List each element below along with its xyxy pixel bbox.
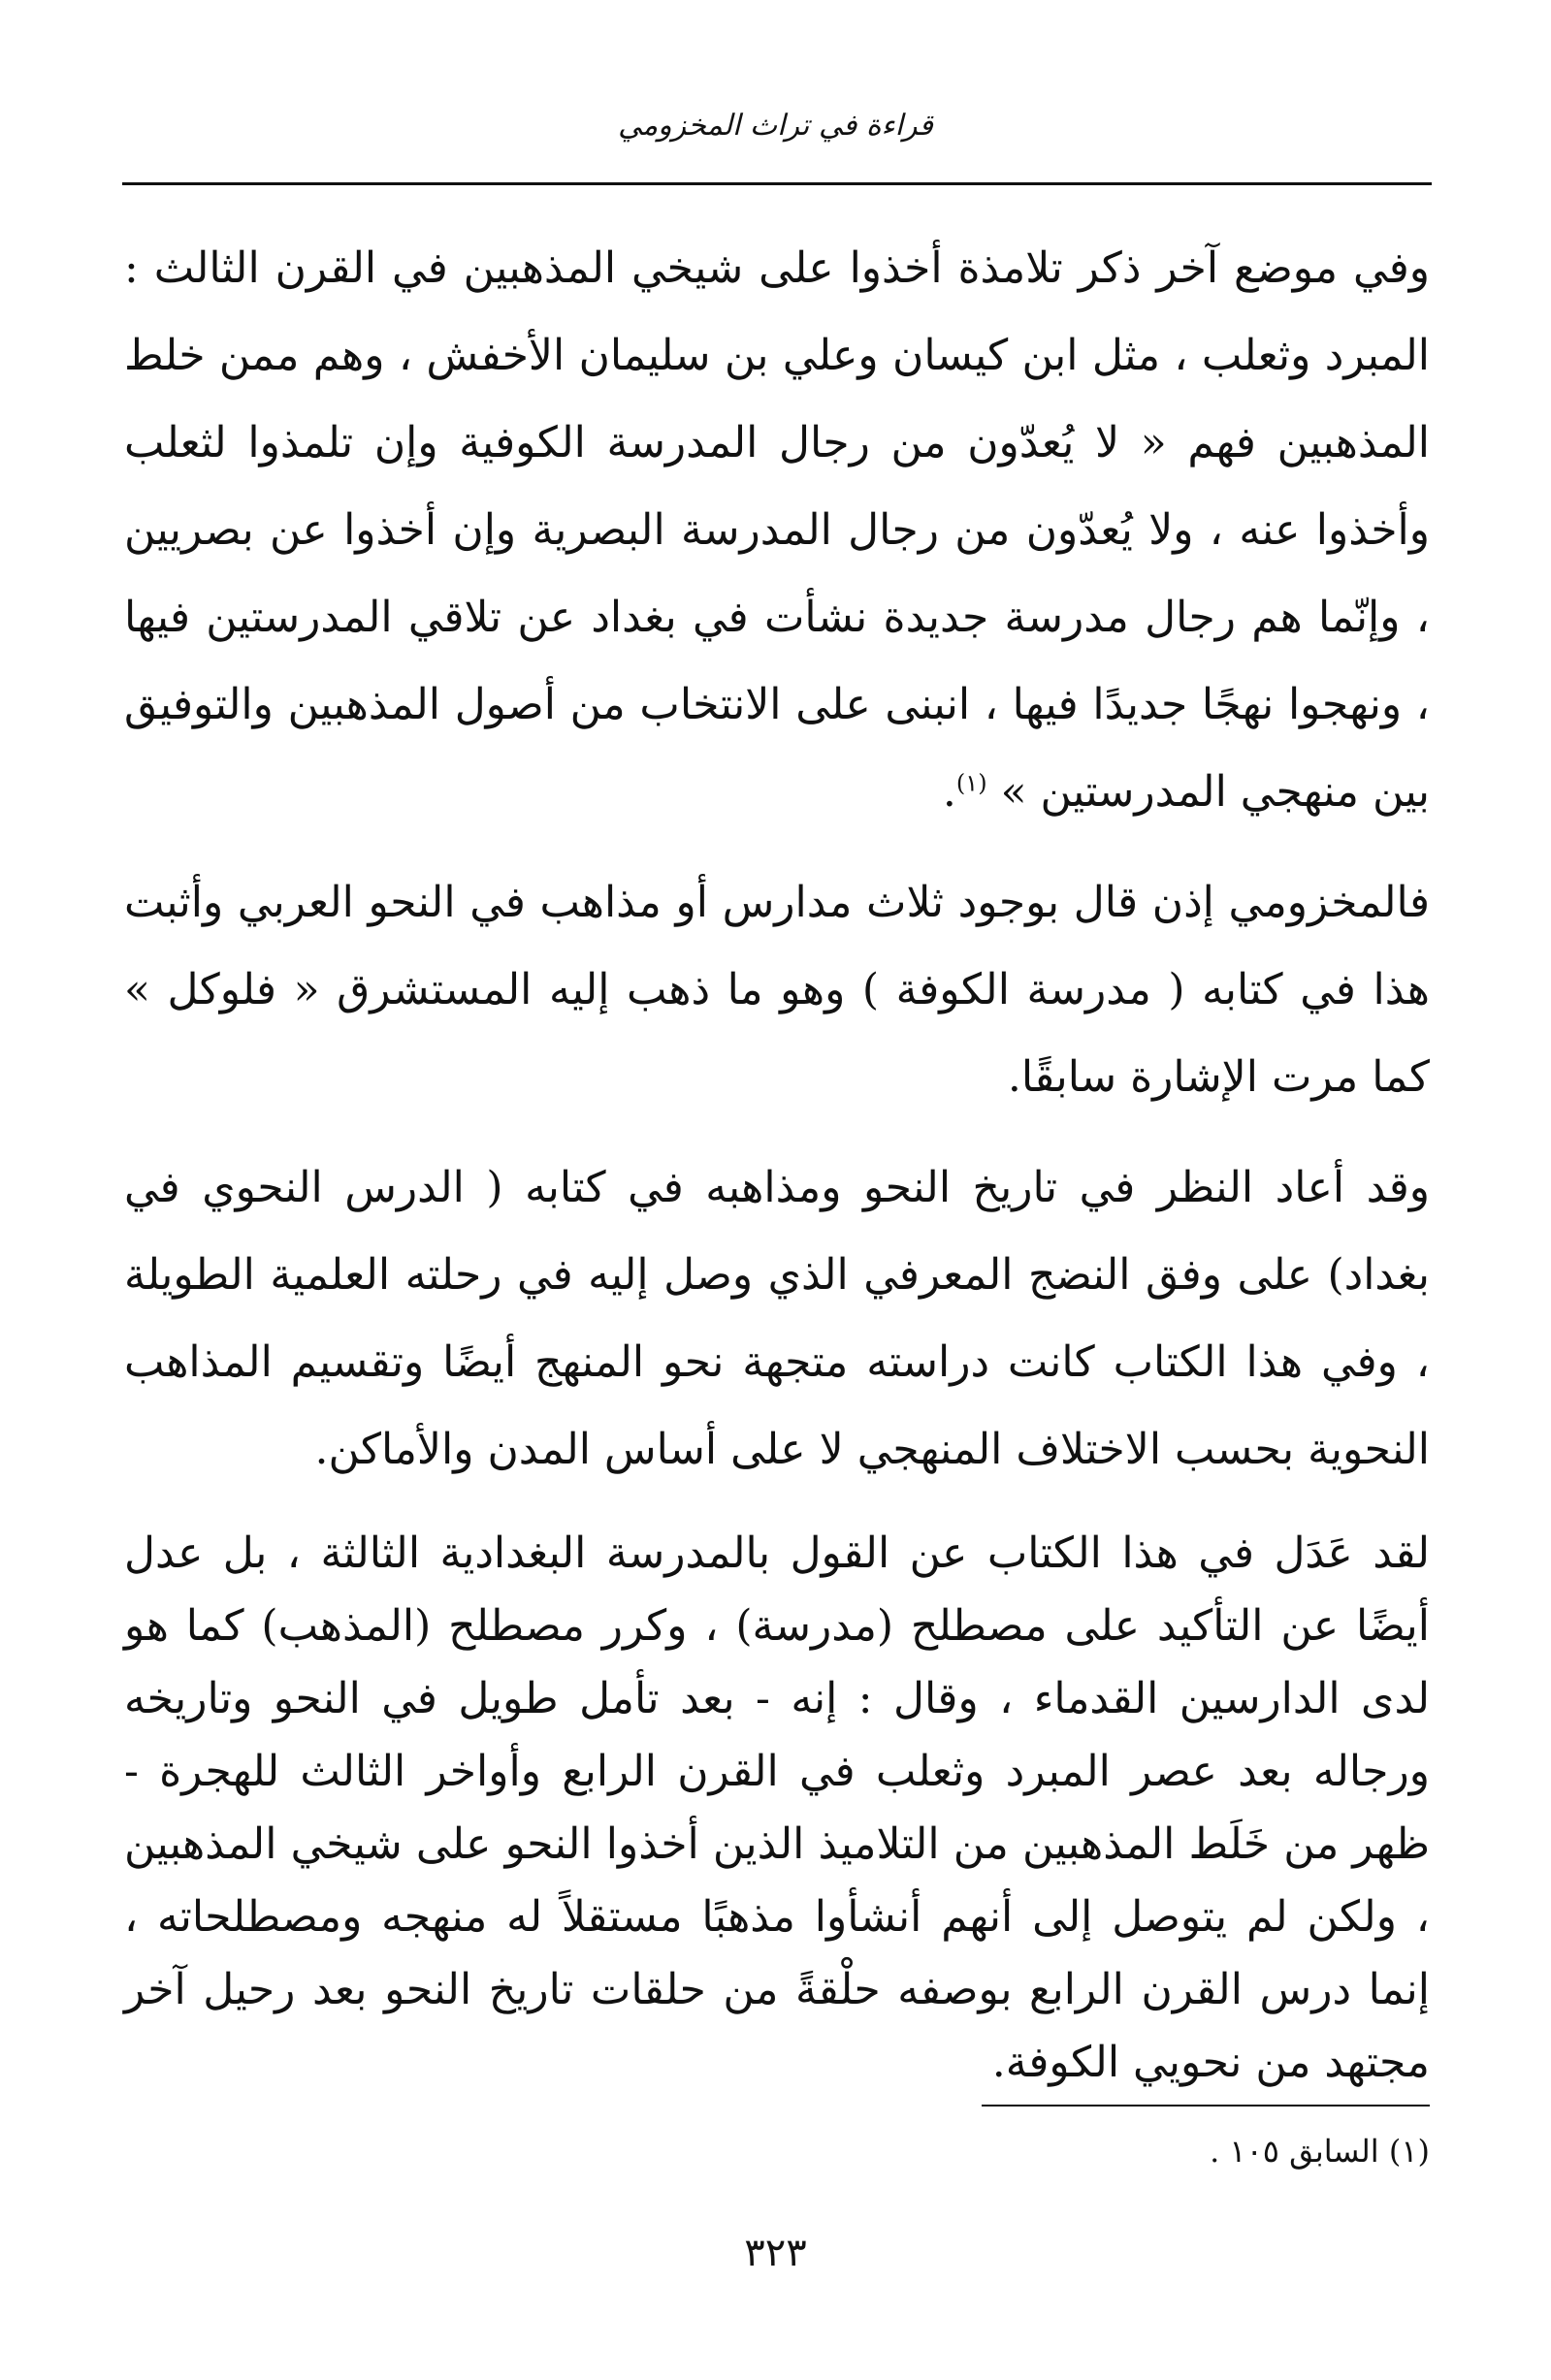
- paragraph-1: [124, 225, 1430, 836]
- page-number: ٣٢٣: [744, 2231, 807, 2275]
- paragraph-2: [124, 859, 1430, 1121]
- footnote-1: (١) السابق ١٠٥ .: [1210, 2133, 1430, 2170]
- footnote-rule: [982, 2105, 1430, 2107]
- paragraph-3: [124, 1144, 1430, 1494]
- paragraph-1-text: وفي موضع آخر ذكر تلامذة أخذوا على شيخي المذهبين في القرن الثالث : المبرد وثعلب ، مثل ابن كيسان وعلي بن سليمان الأخفش ، وهم ممن خلط المذهبين فهم « لا يُعدّون من رجال المدرسة الكوفية وإن تلمذوا لثعلب وأخذوا عنه ، ولا يُعدّون من رجال المدرسة البصرية وإن أخذوا عن بصريين ، وإنّما هم رجال مدرسة جديدة نشأت في بغداد عن تلاقي المدرستين فيها ، ونهجوا نهجًا جديدًا فيها ، انبنى على الانتخاب من أصول المذهبين والتوفيق بين منهجي المدرستين »: [124, 243, 1430, 817]
- footnote-reference: (١): [955, 769, 987, 797]
- running-title: قراءة في تراث المخزومي: [618, 109, 933, 143]
- body-text: [124, 225, 1430, 2099]
- paragraph-1-end: .: [942, 767, 956, 817]
- paragraph-4-text: لقد عَدَل في هذا الكتاب عن القول بالمدرسة البغدادية الثالثة ، بل عدل أيضًا عن التأكيد على مصطلح (مدرسة) ، وكرر مصطلح (المذهب) كما هو لدى الدارسين القدماء ، وقال : إنه - بعد تأمل طويل في النحو وتاريخه ورجاله بعد عصر المبرد وثعلب في القرن الرابع وأواخر الثالث للهجرة - ظهر من خَلَط المذهبين من التلاميذ الذين أخذوا النحو على شيخي المذهبين ، ولكن لم يتوصل إلى أنهم أنشأوا مذهبًا مستقلاً له منهجه ومصطلحاته ، إنما درس القرن الرابع بوصفه حلْقةً من حلقات تاريخ النحو بعد رحيل آخر مجتهد من نحويي الكوفة.: [124, 1528, 1431, 2087]
- paragraph-2-text: فالمخزومي إذن قال بوجود ثلاث مدارس أو مذاهب في النحو العربي وأثبت هذا في كتابه ( مدرسة الكوفة ) وهو ما ذهب إليه المستشرق « فلوكل » كما مرت الإشارة سابقًا.: [124, 878, 1430, 1102]
- paragraph-3-text: وقد أعاد النظر في تاريخ النحو ومذاهبه في كتابه ( الدرس النحوي في بغداد) على وفق النضج المعرفي الذي وصل إليه في رحلته العلمية الطويلة ، وفي هذا الكتاب كانت دراسته متجهة نحو المنهج أيضًا وتقسيم المذاهب النحوية بحسب الاختلاف المنهجي لا على أساس المدن والأماكن.: [124, 1163, 1430, 1474]
- header-rule: [122, 182, 1432, 185]
- paragraph-4: [124, 1517, 1430, 2099]
